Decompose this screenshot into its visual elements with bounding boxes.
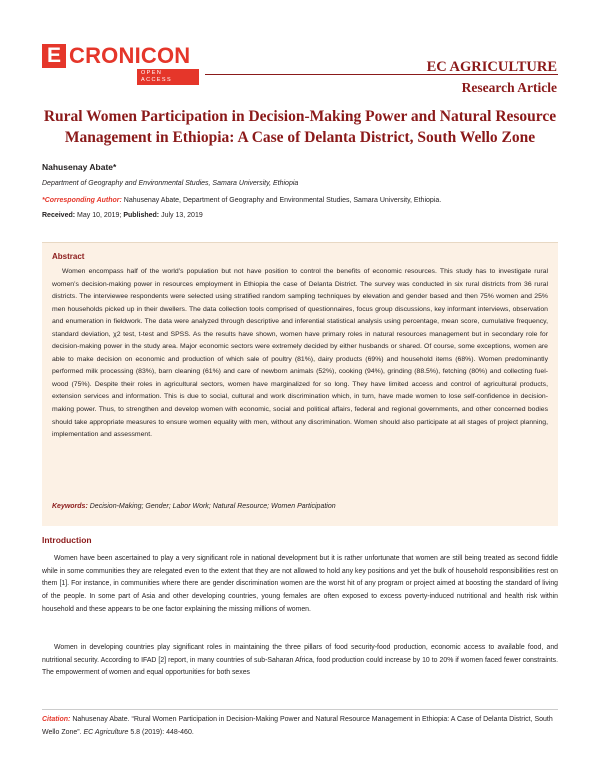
page-header — [0, 0, 600, 95]
keywords-label: Keywords: — [52, 503, 88, 510]
citation-label: Citation: — [42, 716, 71, 723]
corresponding-label: *Corresponding Author: — [42, 197, 122, 204]
corresponding-text: Nahusenay Abate, Department of Geography and Environmental Studies, Samara University, Ethiopia. — [123, 197, 442, 204]
logo-word: CRONICON — [69, 43, 191, 68]
logo-letter: E — [42, 44, 66, 68]
publication-dates — [42, 212, 203, 219]
citation — [42, 713, 558, 739]
abstract-heading: Abstract — [52, 252, 85, 261]
citation-rest: 5.8 (2019): 448-460. — [130, 729, 194, 736]
article-type: Research Article — [461, 80, 557, 95]
keywords — [52, 503, 336, 510]
logo-open-access: OPEN ACCESS — [137, 69, 199, 85]
published-label: Published: — [123, 212, 160, 219]
journal-name: EC AGRICULTURE — [426, 59, 557, 75]
introduction-paragraph-2: Women in developing countries play significant roles in maintaining the three pillars of food security-food production, economic access to available food, and nutritional security. According to IFAD [2] report, in many countries of sub-Saharan Africa, food production could increase by 10 to 20% if women faced fewer constraints. The empowerment of women and equal opportunities for both sexes — [42, 644, 558, 677]
citation-journal: EC Agriculture — [83, 729, 129, 736]
received-date: May 10, 2019; — [77, 212, 122, 219]
introduction-paragraph-1: Women have been ascertained to play a very significant role in national development but it is rather unfortunate that women are still being treated as second fiddle while in some communities they are relegated even to the extent that they are not allowed to hold any key positions and yet the bulk of household responsibilities rest on them [1]. For instance, in communities where there are gender discrimination women are the worst hit of any program or project aimed at boosting the standard of living of the people. In some part of Asia and other developing countries, young females are often exposed to excess poverty-induced nutritional and health risk within household and these appears to be one factor explaining the missing millions of women. — [42, 555, 558, 613]
citation-text: Nahusenay Abate. “Rural Women Participation in Decision-Making Power and Natural Resource Management in Ethiopia: A Case of Delanta District, South Wello Zone”. — [42, 716, 553, 736]
abstract-text: Women encompass half of the world’s population but not have position to control the benefits of economic resources. This study has to investigate rural women’s decision-making power in resources employment in Ethiopia the case of Delanta District. The survey was conducted in six rural districts from 36 rural districts. The interviewee respondents were selected using stratified random sampling techniques by elevation and gender based and then 75% women and 25% men households picked up in their dwellers. The data collection tools comprised of questionnaires, focus group discussions, key informant interviews, observation and enumeration in fieldwork. The data were analyzed through descriptive and inferential statistical analysis using percentage, mean score, cumulative frequency, standard deviation, χ2 test, t-test and SPSS. As the results have shown, women have primary roles in natural resources management but in secondary role for decision-making power in the study area. Major economic sectors were extremely decided by either husbands or shared. Of course, some exceptions, women are able to make decision on economic and production of which sale of poultry (81%), dairy products (69%) and household items (68%). Women predominantly performed milk processing (83%), barn cleaning (61%) and care of newborn animals (52%), cooking (94%), grinding (88.5%), fetching (80%) and collecting fuel-wood (75%). Despite their roles in agricultural sectors, women have marginalized for so long. They have limited access and control of agricultural products, extension services and information. This is due to social, cultural and work discrimination which, in turn, have made women to lose self-confidence in decision-making power. Thus, to strengthen and develop women with economic, social and political affairs, federal and regional governments, and other concerned bodies should take appropriate measures to ensure women equality with men, without any discrimination. Women should also participate at all stages of project planning, implementation and assessment. — [52, 268, 548, 439]
published-date: July 13, 2019 — [161, 212, 203, 219]
author-affiliation: Department of Geography and Environmental Studies, Samara University, Ethiopia — [42, 180, 299, 187]
received-label: Received: — [42, 212, 76, 219]
article-title: Rural Women Participation in Decision-Making Power and Natural Resource Management in Ethiopia: A Case of Delanta District, South Wello Zone — [43, 108, 557, 146]
author-name: Nahusenay Abate* — [42, 162, 117, 172]
corresponding-author — [42, 197, 441, 204]
keywords-list: Decision-Making; Gender; Labor Work; Natural Resource; Women Participation — [89, 503, 336, 510]
introduction-heading: Introduction — [42, 535, 92, 545]
abstract-box — [42, 242, 558, 526]
footer-divider — [42, 709, 558, 710]
ecronicon-logo[interactable] — [42, 43, 199, 83]
